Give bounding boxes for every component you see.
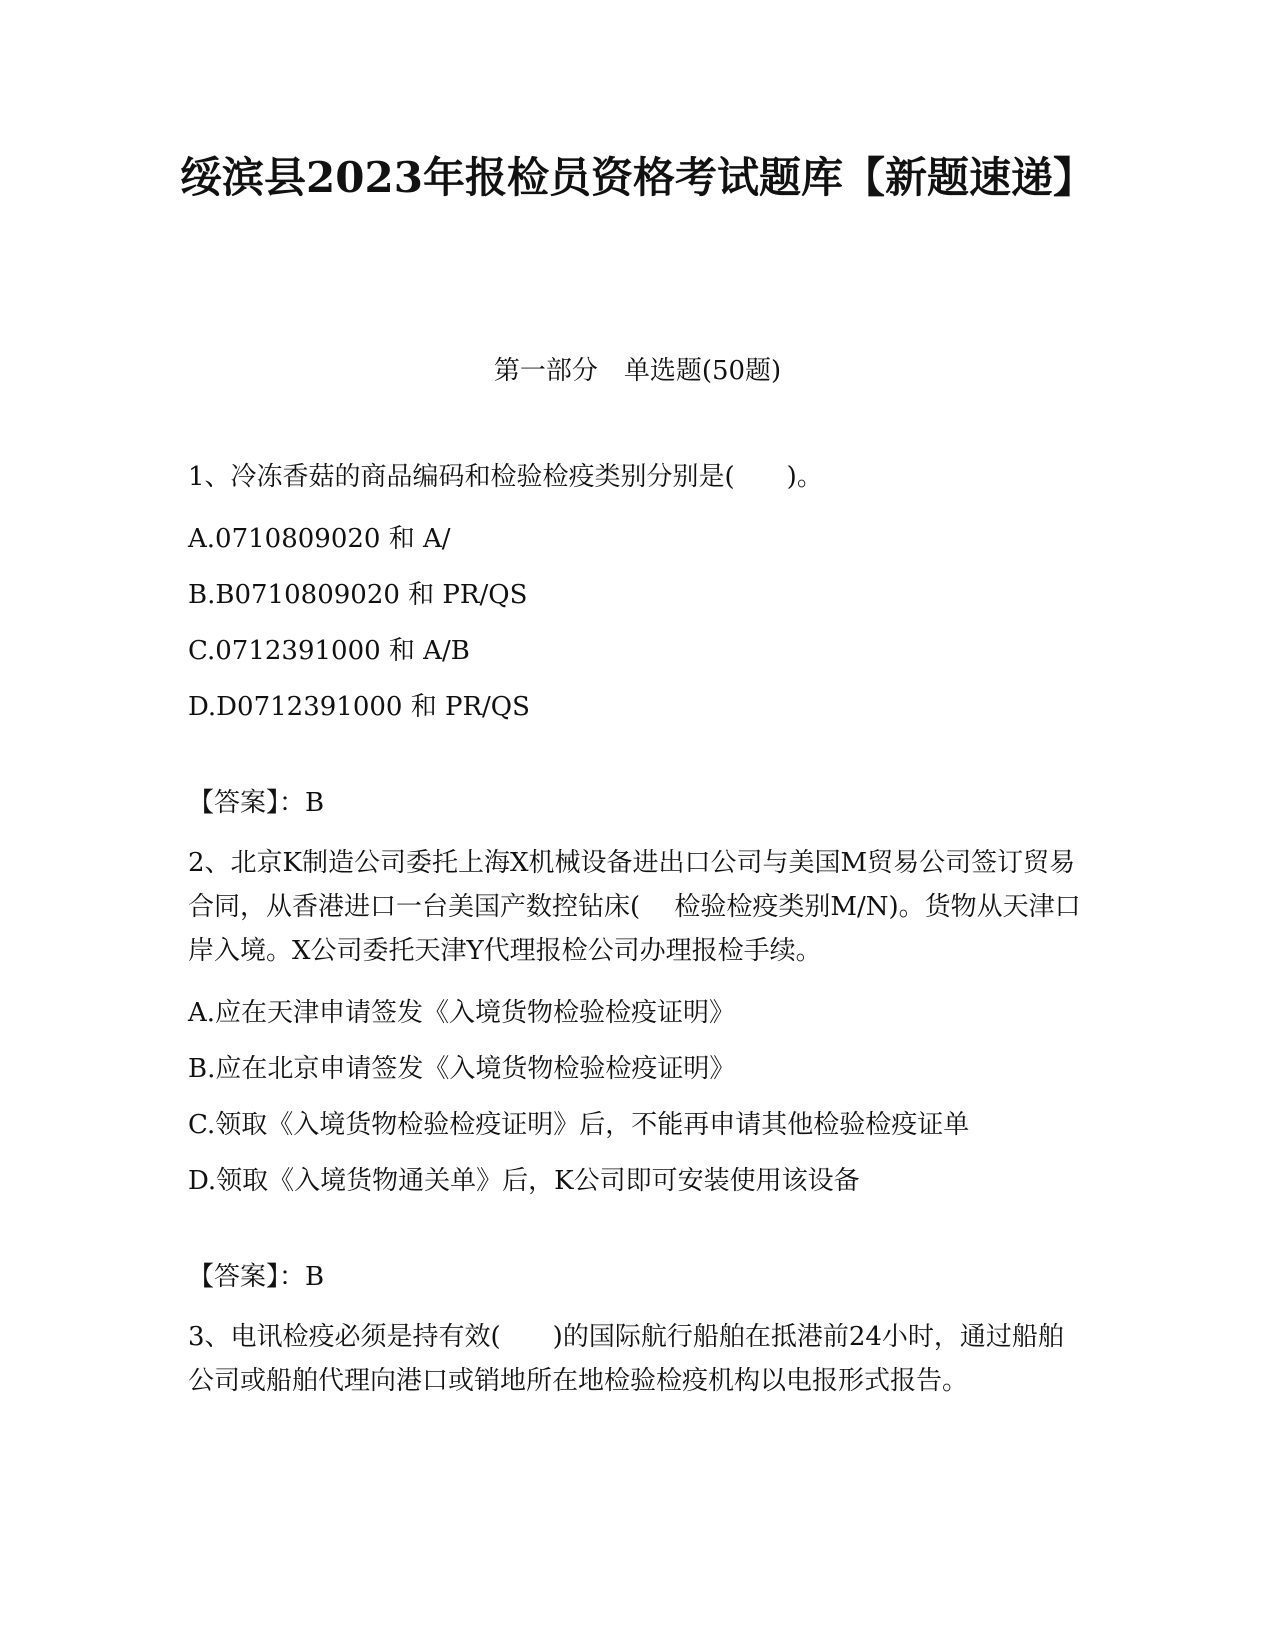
question-item xyxy=(188,455,1088,831)
question-text: 1、冷冻香菇的商品编码和检验检疫类别分别是( )。 xyxy=(188,462,823,492)
answer-label: 【答案】：B xyxy=(188,1262,325,1292)
question-item xyxy=(188,841,1088,1305)
option-c: C.0712391000 和 A/B xyxy=(188,636,470,666)
answer-label: 【答案】：B xyxy=(188,788,325,818)
question-text: 2、北京K制造公司委托上海X机械设备进出口公司与美国M贸易公司签订贸易合同，从香港进口一台美国产数控钻床( 检验检疫类别M/N)。货物从天津口岸入境。X公司委托天津Y代理报检公司办理报检手续。 xyxy=(188,848,1081,966)
question-list xyxy=(188,455,1088,1415)
section-heading: 第一部分 单选题(50题) xyxy=(493,356,782,386)
option-a: A.0710809020 和 A/ xyxy=(188,524,451,554)
option-c: C.领取《入境货物检验检疫证明》后，不能再申请其他检验检疫证单 xyxy=(188,1110,970,1140)
option-d: D.D0712391000 和 PR/QS xyxy=(188,692,530,722)
option-d: D.领取《入境货物通关单》后，K公司即可安装使用该设备 xyxy=(188,1166,860,1196)
option-a: A.应在天津申请签发《入境货物检验检疫证明》 xyxy=(188,998,736,1028)
question-text: 3、电讯检疫必须是持有效( )的国际航行船舶在抵港前24小时，通过船舶公司或船舶代理向港口或销地所在地检验检疫机构以电报形式报告。 xyxy=(188,1322,1064,1396)
option-b: B.应在北京申请签发《入境货物检验检疫证明》 xyxy=(188,1054,736,1084)
option-b: B.B0710809020 和 PR/QS xyxy=(188,580,528,610)
document-title: 绥滨县2023年报检员资格考试题库【新题速递】 xyxy=(180,153,1095,202)
question-item xyxy=(188,1315,1088,1403)
